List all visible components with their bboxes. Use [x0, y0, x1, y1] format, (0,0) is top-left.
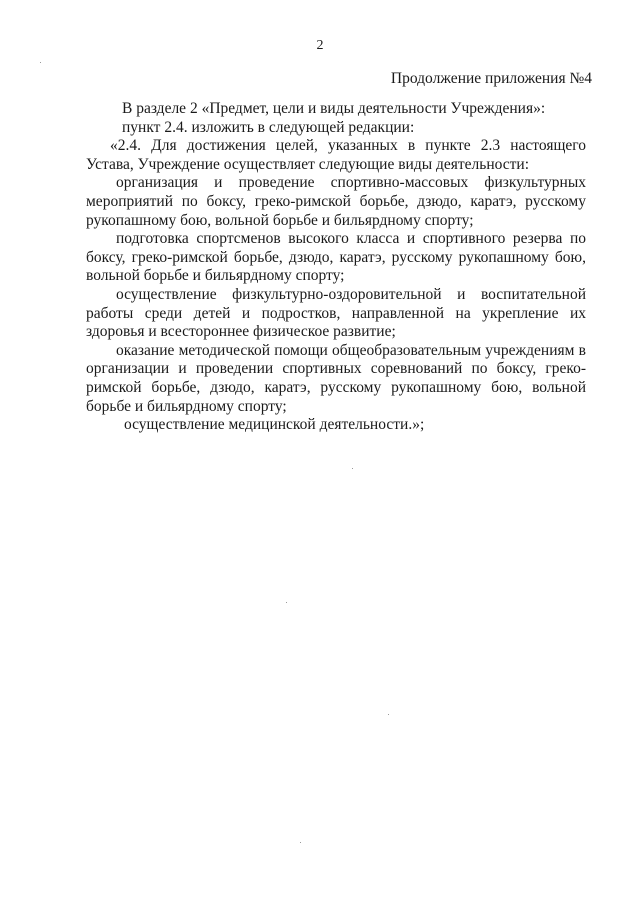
- activity-item-paragraph: организация и проведение спортивно-массовых физкультурных мероприятий по боксу, греко-римской борьбе, дзюдо, каратэ, русскому рукопашному бою, вольной борьбе и бильярдному спорту;: [86, 174, 586, 229]
- scan-speck: [300, 842, 301, 843]
- section-intro-paragraph: В разделе 2 «Предмет, цели и виды деятельности Учреждения»:: [122, 100, 546, 117]
- scan-speck: [352, 468, 353, 469]
- appendix-label: Продолжение приложения №4: [390, 70, 592, 87]
- clause-text-paragraph: «2.4. Для достижения целей, указанных в пункте 2.3 настоящего Устава, Учреждение осуществляет следующие виды деятельности:: [86, 137, 586, 173]
- clause-instruction-paragraph: пункт 2.4. изложить в следующей редакции:: [122, 118, 415, 136]
- activity-item-paragraph: оказание методической помощи общеобразовательным учреждениям в организации и проведении спортивных соревнований по боксу, греко-римской борьбе, дзюдо, каратэ, русскому рукопашному бою, вольной борьбе и бильярдному спорту;: [86, 341, 586, 415]
- activity-item-paragraph: осуществление физкультурно-оздоровительной и воспитательной работы среди детей и подростков, направленной на укрепление их здоровья и всестороннее физическое развитие;: [86, 285, 586, 341]
- activity-item-paragraph: подготовка спортсменов высокого класса и спортивного резерва по боксу, греко-римской борьбе, дзюдо, каратэ, русскому рукопашному бою, вольной борьбе и бильярдному спорту;: [86, 230, 586, 285]
- activity-item-paragraph: осуществление медицинской деятельности.»;: [124, 416, 425, 434]
- scan-speck: [40, 62, 41, 63]
- scan-speck: [388, 714, 389, 715]
- page-number: 2: [316, 38, 324, 53]
- scan-speck: [286, 602, 287, 603]
- document-body: [86, 100, 586, 435]
